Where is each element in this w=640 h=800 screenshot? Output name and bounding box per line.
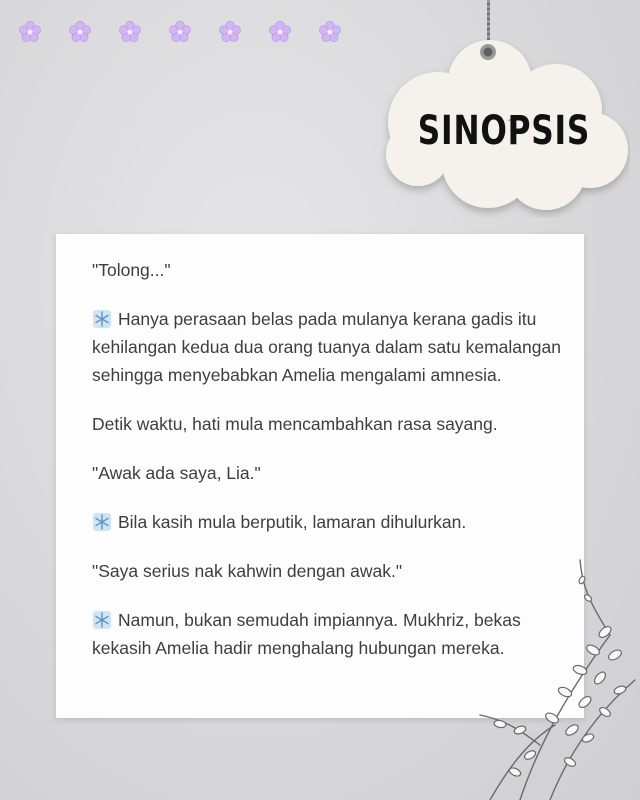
synopsis-paragraph: "Tolong..." [92,260,171,280]
synopsis-paragraph: "Saya serius nak kahwin dengan awak." [92,561,403,581]
flower-icon [68,20,92,44]
flower-icon [218,20,242,44]
synopsis-paragraph-text: Namun, bukan semudah impiannya. Mukhriz, bekas kekasih Amelia hadir menghalang hubungan mereka. [92,610,521,658]
flower-garland [18,20,342,44]
flower-icon [268,20,292,44]
flower-icon [118,20,142,44]
snowflake-icon [92,512,112,532]
synopsis-paragraph [92,305,562,389]
flower-icon [318,20,342,44]
flower-icon [18,20,42,44]
synopsis-paragraph-text: Hanya perasaan belas pada mulanya kerana gadis itu kehilangan kedua dua orang tuanya dalam satu kemalangan sehingga menyebabkan Amelia mengalami amnesia. [92,309,561,385]
synopsis-paragraph: Detik waktu, hati mula mencambahkan rasa sayang. [92,414,498,434]
flower-icon [168,20,192,44]
plant-icon [460,540,640,800]
snowflake-icon [92,610,112,630]
page-title: SINOPSIS [417,108,591,154]
synopsis-paragraph-text: Bila kasih mula berputik, lamaran dihulurkan. [118,512,467,532]
synopsis-paragraph: "Awak ada saya, Lia." [92,463,261,483]
snowflake-icon [92,309,112,329]
synopsis-paragraph [92,508,562,536]
